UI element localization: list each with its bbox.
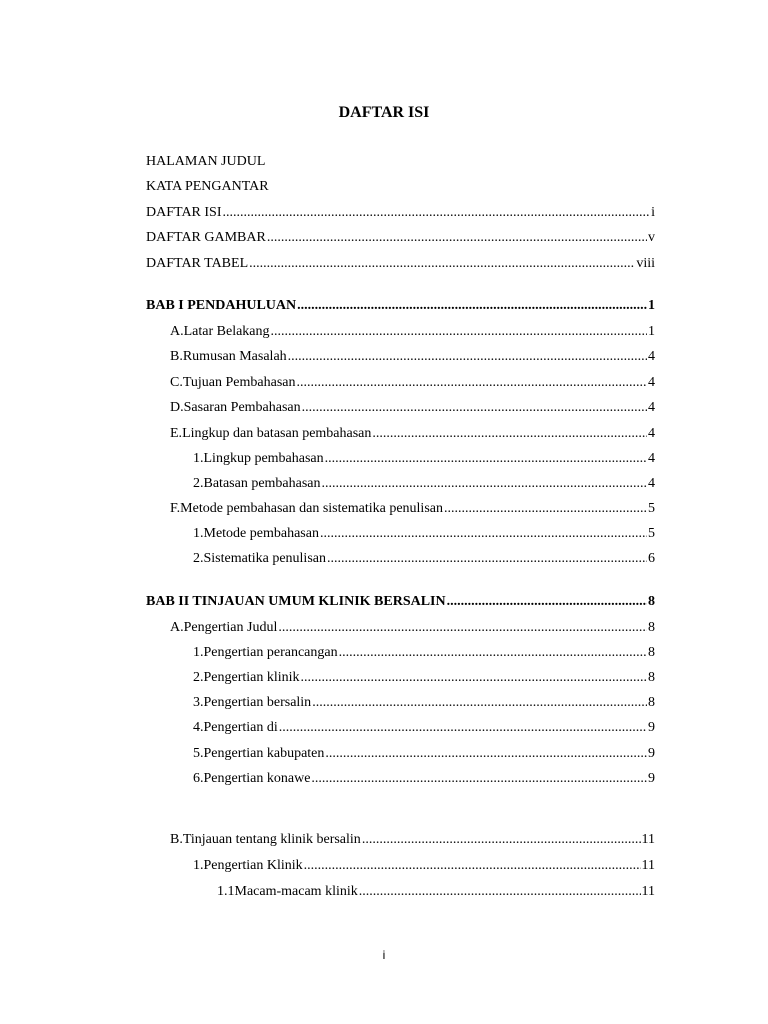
toc-entry-label: Metode pembahasan	[203, 526, 319, 541]
toc-leader-dots	[311, 769, 647, 789]
toc-page-number: 4	[648, 375, 655, 390]
toc-page-number: 9	[648, 746, 655, 761]
toc-entry-number: E.	[170, 426, 183, 441]
toc-page-number: 9	[648, 771, 655, 786]
toc-page-number: 5	[648, 501, 655, 516]
toc-entry-halaman-judul: HALAMAN JUDUL	[146, 154, 266, 169]
toc-entry-number: 6.	[193, 771, 204, 786]
toc-entry-label: Metode pembahasan dan sistematika penulisan	[180, 501, 443, 516]
toc-entry-number: 4.	[193, 720, 204, 735]
toc-leader-dots	[271, 322, 647, 342]
toc-section-b[interactable]	[170, 830, 655, 850]
toc-subsection-a2[interactable]	[193, 668, 655, 688]
toc-section-e[interactable]	[170, 424, 655, 444]
toc-entry-label: Pengertian perancangan	[203, 645, 338, 660]
toc-leader-dots	[327, 549, 647, 569]
toc-entry-number: 1.	[193, 526, 204, 541]
toc-subsection-a6[interactable]	[193, 769, 655, 789]
toc-subsection-a5[interactable]	[193, 744, 655, 764]
toc-page-number: 8	[648, 594, 655, 609]
toc-leader-dots	[279, 718, 647, 738]
toc-leader-dots	[223, 203, 651, 223]
toc-entry-label: BAB II TINJAUAN UMUM KLINIK BERSALIN	[146, 594, 446, 609]
toc-leader-dots	[301, 668, 647, 688]
toc-page-number: 5	[648, 526, 655, 541]
toc-subsection-b1[interactable]	[193, 856, 655, 876]
toc-entry-label: Pengertian Judul	[183, 620, 278, 635]
toc-leader-dots	[249, 254, 635, 274]
toc-entry-number: D.	[170, 400, 184, 415]
toc-page-number: 4	[648, 349, 655, 364]
toc-entry-daftar-gambar[interactable]	[146, 228, 655, 248]
toc-page-number: 6	[648, 551, 655, 566]
toc-leader-dots	[288, 347, 647, 367]
toc-entry-label: Rumusan Masalah	[182, 349, 287, 364]
toc-subsection-a3[interactable]	[193, 693, 655, 713]
toc-page-number: 9	[648, 720, 655, 735]
toc-entry-label: DAFTAR ISI	[146, 205, 222, 220]
toc-entry-number: 2.	[193, 476, 204, 491]
toc-leader-dots	[297, 296, 647, 316]
toc-entry-label: Pengertian bersalin	[203, 695, 312, 710]
toc-subsection-a1[interactable]	[193, 643, 655, 663]
toc-entry-label: DAFTAR GAMBAR	[146, 230, 266, 245]
toc-subsection-f2[interactable]	[193, 549, 655, 569]
toc-entry-label: Batasan pembahasan	[203, 476, 321, 491]
toc-page-number: v	[648, 230, 655, 245]
toc-entry-label: Pengertian konawe	[203, 771, 311, 786]
toc-page-number: i	[651, 205, 655, 220]
toc-subsubsection-b1-1[interactable]	[217, 882, 655, 902]
toc-entry-label: Pengertian klinik	[203, 670, 300, 685]
toc-entry-daftar-tabel[interactable]	[146, 254, 655, 274]
toc-section-b[interactable]	[170, 347, 655, 367]
toc-page-number: 4	[648, 426, 655, 441]
toc-leader-dots	[447, 592, 647, 612]
toc-leader-dots	[322, 474, 647, 494]
toc-entry-label: DAFTAR TABEL	[146, 256, 249, 271]
toc-page-number: 8	[648, 670, 655, 685]
toc-page-number: 4	[648, 451, 655, 466]
toc-entry-label: Tinjauan tentang klinik bersalin	[182, 832, 361, 847]
toc-page-number: 1	[648, 298, 655, 313]
toc-entry-number: 5.	[193, 746, 204, 761]
toc-entry-number: 1.	[193, 858, 204, 873]
toc-page-number: 11	[641, 832, 655, 847]
toc-entry-label: Latar Belakang	[183, 324, 270, 339]
toc-page-number: 8	[648, 695, 655, 710]
toc-entry-number: C.	[170, 375, 183, 390]
toc-page-number: 11	[641, 884, 655, 899]
toc-subsection-e2[interactable]	[193, 474, 655, 494]
toc-entry-label: Pengertian Klinik	[203, 858, 303, 873]
toc-entry-number: B.	[170, 349, 183, 364]
toc-subsection-f1[interactable]	[193, 524, 655, 544]
toc-leader-dots	[444, 499, 647, 519]
toc-entry-label: Sistematika penulisan	[203, 551, 326, 566]
toc-page-number: 4	[648, 400, 655, 415]
toc-entry-label: Pengertian kabupaten	[203, 746, 325, 761]
toc-entry-label: Lingkup pembahasan	[203, 451, 324, 466]
toc-leader-dots	[312, 693, 647, 713]
toc-leader-dots	[297, 373, 648, 393]
page-number-footer: i	[382, 948, 386, 962]
toc-entry-number: 3.	[193, 695, 204, 710]
toc-entry-number: 1.	[193, 451, 204, 466]
toc-entry-label: BAB I PENDAHULUAN	[146, 298, 297, 313]
toc-leader-dots	[325, 449, 647, 469]
toc-page-number: 8	[648, 620, 655, 635]
toc-entry-number: 2.	[193, 551, 204, 566]
toc-entry-label: Sasaran Pembahasan	[183, 400, 301, 415]
toc-entry-number: 1.1	[217, 884, 235, 899]
toc-page-number: viii	[636, 256, 655, 271]
toc-leader-dots	[325, 744, 647, 764]
toc-subsection-a4[interactable]	[193, 718, 655, 738]
toc-section-f[interactable]	[170, 499, 655, 519]
toc-subsection-e1[interactable]	[193, 449, 655, 469]
toc-section-a[interactable]	[170, 322, 655, 342]
toc-chapter-bab-2[interactable]	[146, 592, 655, 612]
toc-entry-label: Lingkup dan batasan pembahasan	[182, 426, 372, 441]
toc-section-d[interactable]	[170, 398, 655, 418]
page-title: DAFTAR ISI	[338, 104, 430, 121]
toc-entry-number: A.	[170, 324, 184, 339]
toc-entry-label: Pengertian di	[203, 720, 278, 735]
toc-section-c[interactable]	[170, 373, 655, 393]
toc-entry-daftar-isi[interactable]	[146, 203, 655, 223]
toc-page-number: 4	[648, 476, 655, 491]
toc-page-number: 1	[648, 324, 655, 339]
toc-leader-dots	[267, 228, 647, 248]
toc-entry-number: 2.	[193, 670, 204, 685]
toc-section-a[interactable]	[170, 618, 655, 638]
toc-entry-label: Tujuan Pembahasan	[182, 375, 296, 390]
toc-entry-number: A.	[170, 620, 184, 635]
toc-leader-dots	[339, 643, 647, 663]
toc-leader-dots	[304, 856, 641, 876]
toc-leader-dots	[372, 424, 647, 444]
toc-chapter-bab-1[interactable]	[146, 296, 655, 316]
toc-entry-number: 1.	[193, 645, 204, 660]
toc-leader-dots	[302, 398, 647, 418]
toc-page-number: 8	[648, 645, 655, 660]
toc-leader-dots	[362, 830, 641, 850]
toc-entry-label: Macam-macam klinik	[234, 884, 358, 899]
toc-leader-dots	[278, 618, 647, 638]
toc-leader-dots	[359, 882, 641, 902]
toc-entry-number: B.	[170, 832, 183, 847]
toc-entry-number: F.	[170, 501, 181, 516]
toc-page-number: 11	[641, 858, 655, 873]
toc-entry-kata-pengantar: KATA PENGANTAR	[146, 179, 269, 194]
toc-leader-dots	[320, 524, 647, 544]
